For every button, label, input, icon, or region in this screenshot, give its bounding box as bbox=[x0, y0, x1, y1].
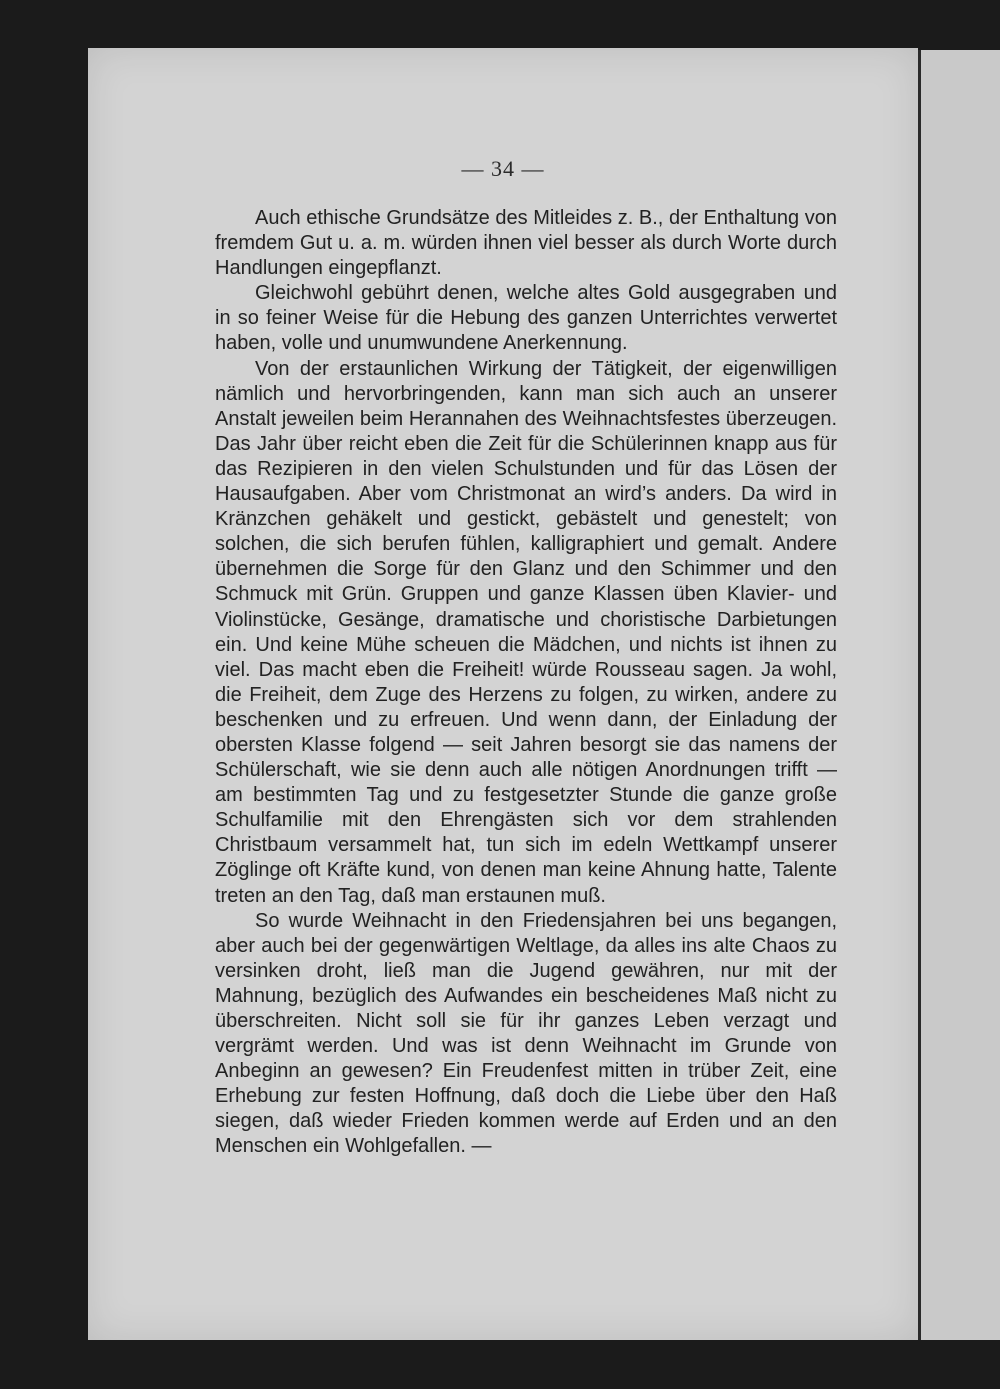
paragraph-4: So wurde Weihnacht in den Friedensjahren bei uns begangen, aber auch bei der gegenwärtigen Weltlage, da alles ins alte Chaos zu versinken droht, ließ man die Jugend gewähren, nur mit der Mahnung, bezüglich des Aufwandes ein bescheidenes Maß nicht zu überschreiten. Nicht soll sie für ihr ganzes Leben verzagt und vergrämt werden. Und was ist denn Weihnacht im Grunde von Anbeginn an gewesen? Ein Freudenfest mitten in trüber Zeit, eine Erhebung zur festen Hoffnung, daß doch die Liebe über den Haß siegen, daß wieder Frieden kommen werde auf Erden und an den Menschen ein Wohlgefallen. — bbox=[215, 909, 837, 1158]
paragraph-1: Auch ethische Grundsätze des Mitleides z. B., der Enthaltung von fremdem Gut u. a. m. würden ihnen viel besser als durch Worte durch Handlungen eingepflanzt. bbox=[215, 207, 837, 280]
book-page bbox=[88, 48, 918, 1340]
page-number: — 34 — bbox=[461, 156, 545, 181]
paragraph-2: Gleichwohl gebührt denen, welche altes Gold ausgegraben und in so feiner Weise für die Hebung des ganzen Unterrichtes verwertet haben, volle und unumwundene Anerkennung. bbox=[215, 282, 837, 355]
body-text bbox=[215, 206, 837, 1160]
paragraph-3: Von der erstaunlichen Wirkung der Tätigkeit, der eigenwilligen nämlich und hervorbringenden, kann man sich auch an unserer Anstalt jeweilen beim Herannahen des Weihnachtsfestes überzeugen. Das Jahr über reicht eben die Zeit für die Schülerinnen knapp aus für das Rezipieren in den vielen Schulstunden und für das Lösen der Hausaufgaben. Aber vom Christmonat an wird’s anders. Da wird in Kränzchen gehäkelt und gestickt, gebästelt und genestelt; von solchen, die sich berufen fühlen, kalligraphiert und gemalt. Andere übernehmen die Sorge für den Glanz und den Schimmer und den Schmuck mit Grün. Gruppen und ganze Klassen üben Klavier- und Violinstücke, Gesänge, dramatische und choristische Darbietungen ein. Und keine Mühe scheuen die Mädchen, und nichts ist ihnen zu viel. Das macht eben die Freiheit! würde Rousseau sagen. Ja wohl, die Freiheit, dem Zuge des Herzens zu folgen, zu wirken, andere zu beschenken und zu erfreuen. Und wenn dann, der Einladung der obersten Klasse folgend — seit Jahren besorgt sie das namens der Schülerschaft, wie sie denn auch alle nötigen Anordnungen trifft — am bestimmten Tag und zu festgesetzter Stunde die ganze große Schulfamilie mit den Ehrengästen sich vor dem strahlenden Christbaum versammelt hat, tun sich im edeln Wettkampf unserer Zöglinge oft Kräfte kund, von denen man keine Ahnung hatte, Talente treten an den Tag, daß man erstaunen muß. bbox=[215, 357, 837, 907]
adjacent-page-edge bbox=[918, 50, 1000, 1340]
